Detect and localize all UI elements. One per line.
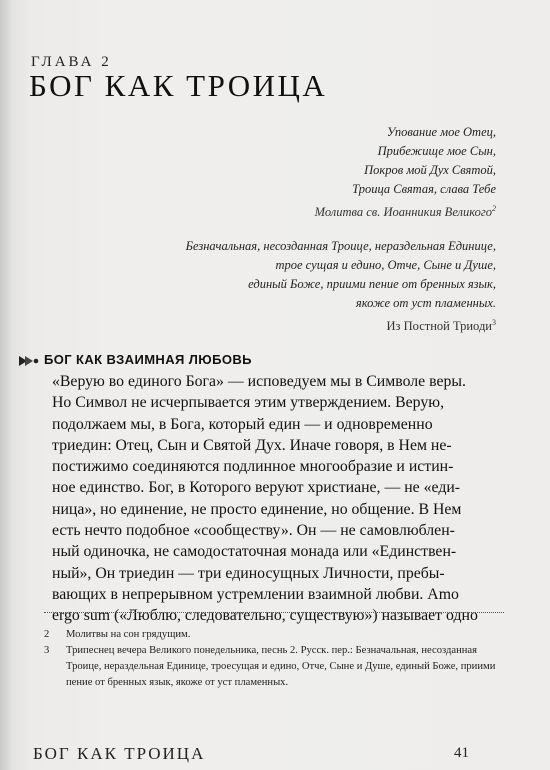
footnote-text: Трипеснец вечера Великого понедельника, песнь 2. Русск. пер.: Безначальная, несозданная Троице, нераздельная Единице, троесущая и едино, Отче, Сыне и Душе, единый Боже, приими пение от бренных язык, якоже от уст пламенных. xyxy=(66,645,496,688)
footnote-ref: 2 xyxy=(492,204,496,213)
epigraph-line: единый Боже, приими пение от бренных язык, xyxy=(248,277,496,291)
epigraph-line: Безначальная, несозданная Троице, нераздельная Единице, xyxy=(185,239,496,253)
page-number: 41 xyxy=(454,745,469,761)
epigraph-line: трое сущая и едино, Отче, Сыне и Душе, xyxy=(275,258,496,272)
body-line: триедин: Отец, Сын и Святой Дух. Иначе говоря, в Нем не- xyxy=(52,436,452,454)
footnote xyxy=(44,627,504,643)
epigraph-triodion xyxy=(96,237,496,336)
running-footer-title: БОГ КАК ТРОИЦА xyxy=(33,744,206,763)
body-line: ное единство. Бог, в Которого веруют христиане, — не «еди- xyxy=(52,479,461,497)
body-line: есть нечто подобное «сообществу». Он — не самовлюблен- xyxy=(52,522,455,540)
body-line: «Верую во единого Бога» — исповедуем мы в Символе веры. xyxy=(52,373,466,390)
chapter-title: БОГ КАК ТРОИЦА xyxy=(29,68,328,103)
footnote-number: 2 xyxy=(44,629,50,640)
footnote-number: 3 xyxy=(44,645,50,656)
body-line: ный одиночка, не самодостаточная монада или «Единствен- xyxy=(52,543,457,561)
footnotes xyxy=(44,627,504,691)
body-paragraph xyxy=(52,371,502,627)
epigraph-source: Из Постной Триоди$^3$ xyxy=(386,318,496,334)
body-line: Но Символ не исчерпывается этим утверждением. Верую, xyxy=(52,394,445,412)
footnote-text: Молитвы на сон грядущим. xyxy=(66,629,191,640)
body-line: вающих в непрерывном устремлении взаимной любви. Amo xyxy=(52,585,459,603)
body-line: ergo sum («Люблю, следовательно, существую») называет одно xyxy=(52,607,478,625)
body-line: ный», Он триедин — три единосущных Личности, пребы- xyxy=(52,564,445,582)
epigraph-source: Молитва св. Иоанникия Великого$^2$ xyxy=(314,204,496,220)
body-line: постижимо соединяются подлинное многообразие и истин- xyxy=(52,458,454,476)
footnote-ref: 3 xyxy=(492,318,496,327)
epigraph-line: Упование мое Отец, xyxy=(386,125,496,139)
epigraph-line: якоже от уст пламенных. xyxy=(355,296,496,310)
section-heading: БОГ КАК ВЗАИМНАЯ ЛЮБОВЬ xyxy=(44,352,252,367)
section-bullet-icon xyxy=(18,354,40,368)
body-line: подолжаем мы, в Бога, который един — и одновременно xyxy=(52,415,433,433)
epigraph-line: Прибежище мое Сын, xyxy=(377,144,496,158)
footnote-divider xyxy=(44,612,504,613)
epigraph-prayer xyxy=(315,123,496,222)
footnote xyxy=(44,643,504,691)
epigraph-line: Троица Святая, слава Тебе xyxy=(352,182,496,196)
epigraph-line: Покров мой Дух Святой, xyxy=(364,163,496,177)
chapter-label: ГЛАВА 2 xyxy=(31,54,112,70)
body-line: ница», но единение, не просто единение, но общение. В Нем xyxy=(52,500,462,518)
